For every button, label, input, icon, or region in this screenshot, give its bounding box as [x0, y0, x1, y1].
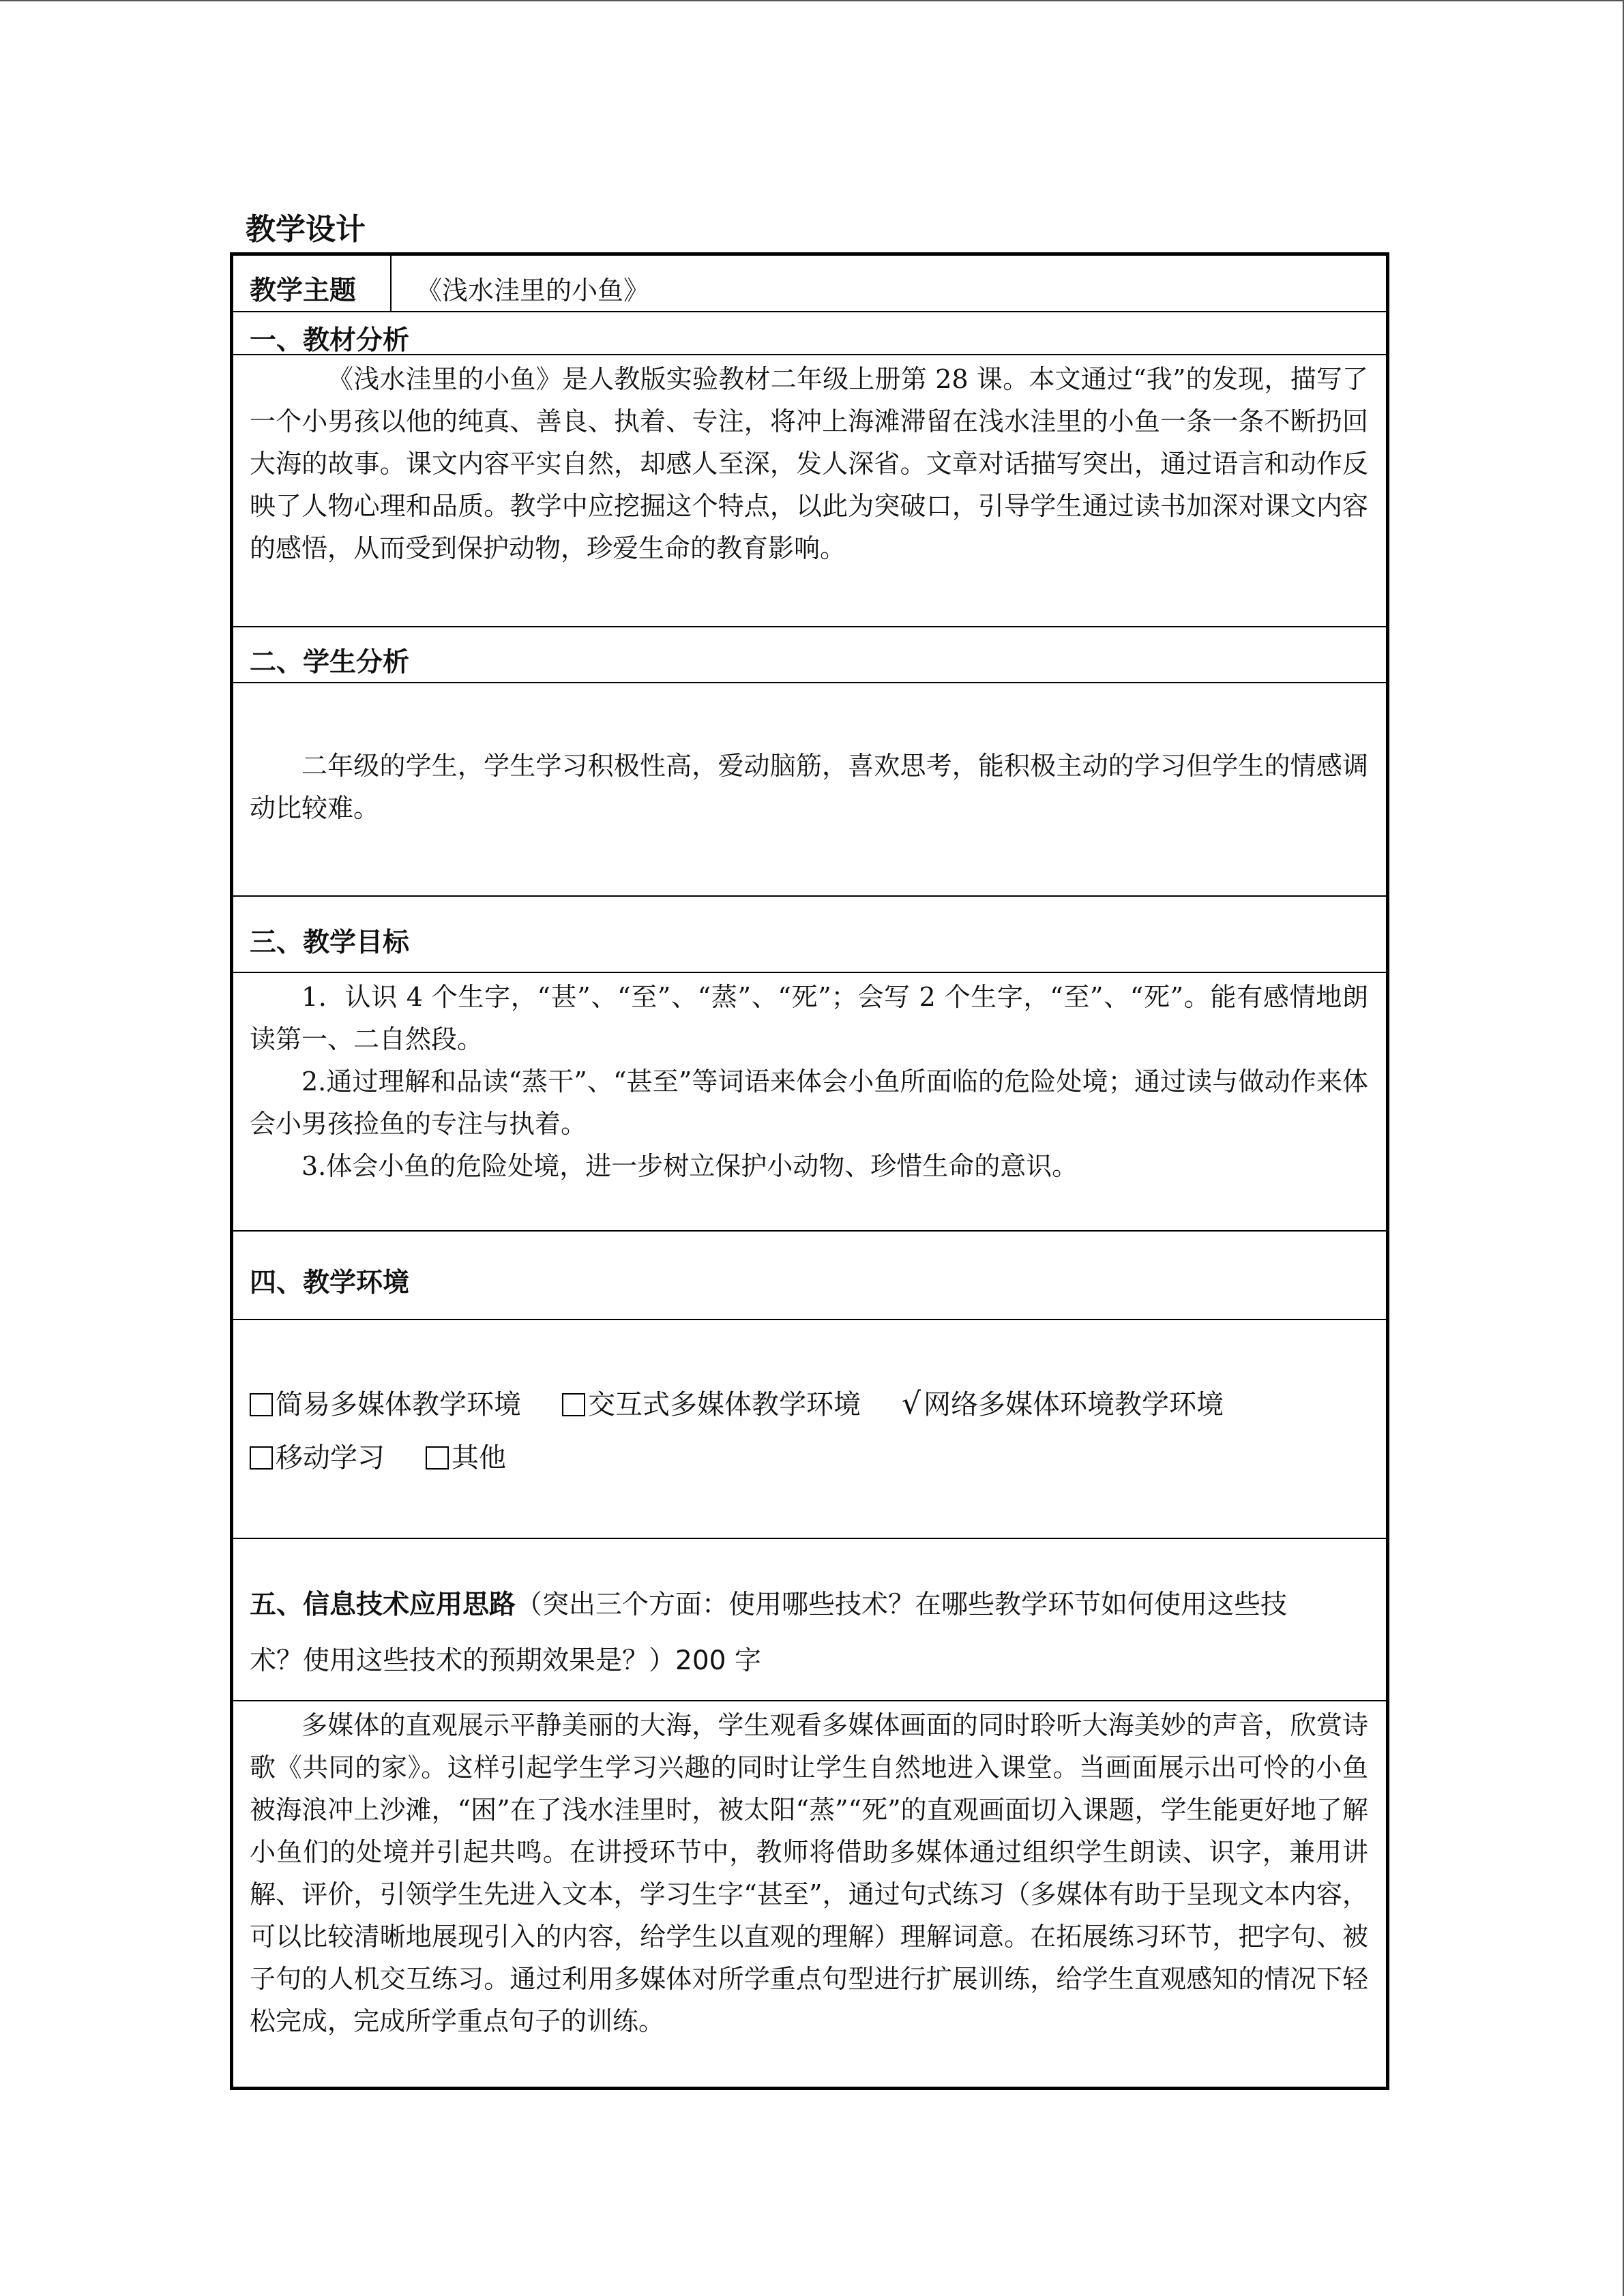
environment-heading: 四、教学环境 [250, 1268, 410, 1298]
students-heading: 二、学生分析 [250, 647, 410, 678]
tech-heading-note-1: （突出三个方面：使用哪些技术？在哪些教学环节如何使用这些技 [516, 1590, 1288, 1620]
checkbox-unchecked-icon[interactable] [562, 1393, 585, 1416]
students-heading-row [233, 627, 1386, 683]
goal-item: 2.通过理解和品读“蒸干”、“甚至”等词语来体会小鱼所面临的危险处境；通过读与做动作来体会小男孩捡鱼的专注与执着。 [250, 1067, 1368, 1139]
environment-body-row [233, 1320, 1386, 1539]
theme-divider [390, 256, 392, 311]
env-option-other[interactable]: 其他 [426, 1431, 506, 1485]
goal-item: 3.体会小鱼的危险处境，进一步树立保护小动物、珍惜生命的意识。 [301, 1151, 1078, 1181]
tech-heading-note-2: 术？使用这些技术的预期效果是？）200 字 [250, 1645, 761, 1676]
students-paragraph: 二年级的学生，学生学习积极性高，爱动脑筋，喜欢思考，能积极主动的学习但学生的情感调动比较难。 [250, 751, 1368, 823]
tech-heading-title: 五、信息技术应用思路 [250, 1590, 516, 1620]
theme-row [233, 256, 1386, 312]
tech-heading [250, 1577, 1368, 1689]
material-heading-row [233, 312, 1386, 355]
tech-heading-row [233, 1539, 1386, 1701]
goals-heading-row [233, 897, 1386, 973]
goal-item: 1．认识 4 个生字，“甚”、“至”、“蒸”、“死”；会写 2 个生字，“至”、“死”。能有感情地朗读第一、二自然段。 [250, 982, 1368, 1054]
material-body-row [233, 355, 1386, 627]
checkbox-unchecked-icon[interactable] [250, 1446, 273, 1470]
checkbox-unchecked-icon[interactable] [426, 1446, 449, 1470]
document-title: 教学设计 [246, 212, 366, 247]
tech-paragraph: 多媒体的直观展示平静美丽的大海，学生观看多媒体画面的同时聆听大海美妙的声音，欣赏诗歌《共同的家》。这样引起学生学习兴趣的同时让学生自然地进入课堂。当画面展示出可怜的小鱼被海浪冲上沙滩，“困”在了浅水洼里时，被太阳“蒸”“死”的直观画面切入课题，学生能更好地了解小鱼们的处境并引起共鸣。在讲授环节中，教师将借助多媒体通过组织学生朗读、识字，兼用讲解、评价，引领学生先进入文本，学习生字“甚至”，通过句式练习（多媒体有助于呈现文本内容，可以比较清晰地展现引入的内容，给学生以直观的理解）理解词意。在拓展练习环节，把字句、被子句的人机交互练习。通过利用多媒体对所学重点句型进行扩展训练，给学生直观感知的情况下轻松完成，完成所学重点句子的训练。 [250, 1710, 1368, 2036]
tech-body-row [233, 1701, 1386, 2087]
env-option-mobile[interactable]: 移动学习 [250, 1431, 385, 1485]
goals-heading: 三、教学目标 [250, 927, 410, 958]
students-body-row [233, 683, 1386, 897]
lesson-plan-table [230, 252, 1389, 2090]
checkbox-unchecked-icon[interactable] [250, 1393, 273, 1416]
env-option-interactive[interactable]: 交互式多媒体教学环境 [562, 1378, 861, 1431]
students-body [250, 745, 1368, 829]
environment-heading-row [233, 1232, 1386, 1320]
material-body [250, 358, 1368, 569]
theme-value: 《浅水洼里的小鱼》 [416, 275, 650, 305]
environment-options [250, 1377, 1372, 1485]
material-heading: 一、教材分析 [250, 325, 410, 356]
checkmark-icon[interactable]: √ [902, 1386, 921, 1421]
goals-body [250, 976, 1368, 1187]
env-option-simple[interactable]: 简易多媒体教学环境 [250, 1378, 521, 1431]
goals-body-row [233, 973, 1386, 1232]
theme-label: 教学主题 [250, 275, 357, 306]
material-paragraph: 《浅水洼里的小鱼》是人教版实验教材二年级上册第 28 课。本文通过“我”的发现，描写了一个小男孩以他的纯真、善良、执着、专注，将冲上海滩滞留在浅水洼里的小鱼一条一条不断扔回大海的故事。课文内容平实自然，却感人至深，发人深省。文章对话描写突出，通过语言和动作反映了人物心理和品质。教学中应挖掘这个特点，以此为突破口，引导学生通过读书加深对课文内容的感悟，从而受到保护动物，珍爱生命的教育影响。 [250, 364, 1368, 563]
tech-body [250, 1704, 1368, 2042]
env-option-network[interactable]: √ 网络多媒体环境教学环境 [902, 1377, 1224, 1431]
